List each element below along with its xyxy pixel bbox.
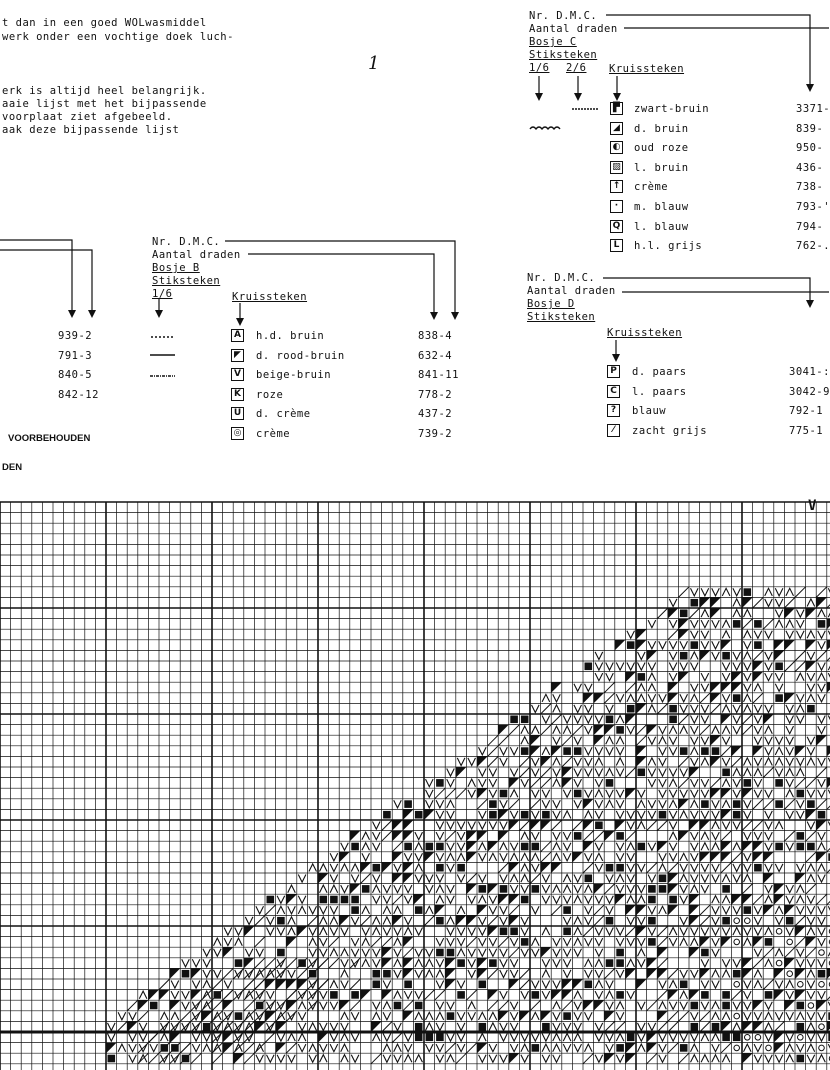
panel-d-header: Bosje D: [527, 298, 575, 310]
footer-den: DEN: [2, 462, 23, 473]
legend-symbol-icon: U: [231, 407, 244, 420]
panel-c-col-276: 2/6: [566, 62, 587, 74]
legend-dmc-code: 839-: [796, 122, 824, 135]
legend-color-name: crème: [634, 181, 669, 194]
legend-dmc-code: 792-1: [789, 405, 824, 418]
legend-color-name: d. bruin: [634, 122, 689, 135]
legend-dmc-code: 841-11: [418, 369, 459, 382]
legend-dmc-code: 762-.: [796, 240, 830, 253]
legend-dmc-code: 3042-9: [789, 385, 830, 398]
panel-a-code: 939-2: [58, 330, 93, 342]
legend-dmc-code: 950-: [796, 142, 824, 155]
legend-color-name: blauw: [632, 405, 667, 418]
panel-b-header: Bosje B: [152, 262, 200, 274]
legend-symbol-icon: ▨: [610, 161, 623, 174]
panel-a-code: 842-12: [58, 389, 99, 401]
panel-a-code: 791-3: [58, 350, 93, 362]
panel-d-header: Aantal draden: [527, 285, 616, 297]
legend-color-name: m. blauw: [634, 201, 689, 213]
panel-d-header: Stiksteken: [527, 311, 596, 323]
page-number: 1: [368, 53, 380, 74]
legend-symbol-icon: Q: [610, 220, 623, 233]
legend-symbol-icon: V: [231, 368, 244, 381]
intro-line: voorplaat ziet afgebeeld.: [2, 111, 173, 123]
legend-symbol-icon: P: [607, 365, 620, 378]
panel-c-col-kruis: Kruissteken: [609, 63, 685, 75]
legend-color-name: h.d. bruin: [256, 330, 325, 342]
intro-line: erk is altijd heel belangrijk.: [2, 85, 207, 97]
panel-b-header: Nr. D.M.C.: [152, 236, 221, 248]
legend-color-name: l. bruin: [634, 161, 689, 174]
legend-dmc-code: 794-: [796, 220, 824, 233]
legend-color-name: oud roze: [634, 142, 689, 155]
legend-color-name: d. paars: [632, 366, 687, 378]
legend-symbol-icon: A: [231, 329, 244, 342]
legend-dmc-code: 632-4: [418, 349, 453, 362]
panel-a-code: 840-5: [58, 369, 93, 381]
legend-color-name: h.l. grijs: [634, 240, 703, 253]
legend-dmc-code: 738-: [796, 181, 824, 194]
legend-dmc-code: 778-2: [418, 388, 453, 401]
legend-color-name: roze: [256, 388, 284, 401]
panel-c-header: Nr. D.M.C.: [529, 10, 598, 22]
panel-d-header: Nr. D.M.C.: [527, 272, 596, 284]
legend-symbol-icon: ?: [607, 404, 620, 417]
panel-d-col-kruis: Kruissteken: [607, 327, 683, 339]
legend-symbol-icon: ↑: [610, 180, 623, 193]
legend-color-name: l. blauw: [634, 220, 689, 233]
legend-dmc-code: 3371-: [796, 103, 830, 115]
intro-line: aak deze bijpassende lijst: [2, 124, 180, 136]
panel-b-col-kruis: Kruissteken: [232, 291, 308, 303]
footer-voorbehouden: VOORBEHOUDEN: [8, 433, 91, 444]
legend-symbol-icon: ▛: [610, 102, 623, 115]
intro-line: werk onder een vochtige doek luch-: [2, 31, 234, 43]
panel-b-header: Stiksteken: [152, 275, 221, 287]
intro-line: aaie lijst met het bijpassende: [2, 98, 207, 110]
legend-dmc-code: 775-1: [789, 424, 824, 437]
panel-c-col-176: 1/6: [529, 62, 550, 74]
legend-dmc-code: 739-2: [418, 428, 453, 440]
intro-line: t dan in een goed WOLwasmiddel: [2, 17, 207, 29]
legend-symbol-icon: ◎: [231, 427, 244, 440]
panel-b-header: Aantal draden: [152, 249, 241, 261]
legend-color-name: zwart-bruin: [634, 103, 710, 115]
legend-symbol-icon: ◐: [610, 141, 623, 154]
legend-symbol-icon: ◤: [231, 349, 244, 362]
legend-color-name: zacht grijs: [632, 424, 708, 437]
legend-symbol-icon: C: [607, 385, 620, 398]
legend-color-name: d. crème: [256, 408, 311, 421]
panel-c-header: Stiksteken: [529, 49, 598, 61]
legend-symbol-icon: L: [610, 239, 623, 252]
legend-dmc-code: 3041-:: [789, 366, 830, 378]
legend-symbol-icon: ·: [610, 200, 623, 213]
legend-color-name: crème: [256, 428, 291, 440]
chart-center-marker: V: [808, 498, 817, 514]
legend-dmc-code: 838-4: [418, 330, 453, 342]
legend-dmc-code: 436-: [796, 161, 824, 174]
panel-c-header: Bosje C: [529, 36, 577, 48]
panel-c-header: Aantal draden: [529, 23, 618, 35]
legend-color-name: d. rood-bruin: [256, 349, 345, 362]
legend-symbol-icon: K: [231, 388, 244, 401]
legend-color-name: l. paars: [632, 385, 687, 398]
legend-symbol-icon: ⁄: [607, 424, 620, 437]
legend-dmc-code: 793-': [796, 201, 830, 213]
panel-b-col-176: 1/6: [152, 288, 173, 300]
legend-color-name: beige-bruin: [256, 369, 332, 382]
legend-dmc-code: 437-2: [418, 408, 453, 421]
legend-symbol-icon: ◢: [610, 122, 623, 135]
